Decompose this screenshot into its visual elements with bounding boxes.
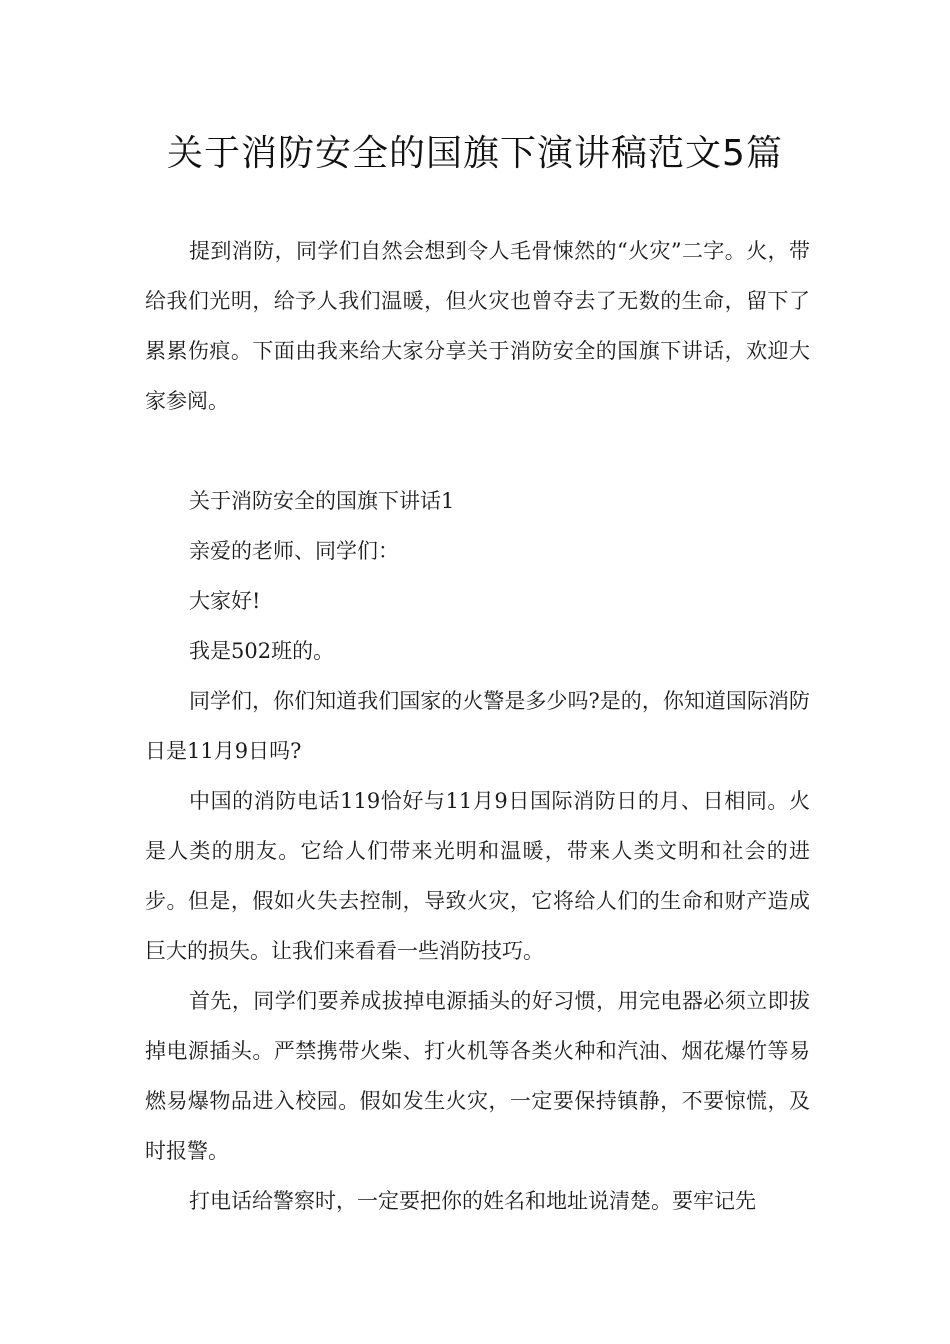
speech-heading: 关于消防安全的国旗下讲话1 (189, 489, 455, 513)
intro-section (145, 226, 810, 426)
speech-greeting: 大家好! (189, 589, 261, 613)
speech-self-intro: 我是502班的。 (189, 639, 335, 663)
document-title: 关于消防安全的国旗下演讲稿范文5篇 (167, 133, 783, 174)
speech-salutation: 亲爱的老师、同学们： (189, 539, 399, 563)
speech-paragraph: 打电话给警察时，一定要把你的姓名和地址说清楚。要牢记先 (189, 1189, 756, 1213)
speech-paragraph: 中国的消防电话119恰好与11月9日国际消防日的月、日相同。火是人类的朋友。它给人们带来光明和温暖，带来人类文明和社会的进步。但是，假如火失去控制，导致火灾，它将给人们的生命和财产造成巨大的损失。让我们来看看一些消防技巧。 (145, 789, 810, 963)
speech-paragraph: 首先，同学们要养成拔掉电源插头的好习惯，用完电器必须立即拔掉电源插头。严禁携带火柴、打火机等各类火种和汽油、烟花爆竹等易燃易爆物品进入校园。假如发生火灾，一定要保持镇静，不要惊慌，及时报警。 (145, 989, 810, 1163)
speech-paragraph: 同学们，你们知道我们国家的火警是多少吗?是的，你知道国际消防日是11月9日吗? (145, 689, 810, 763)
intro-paragraph: 提到消防，同学们自然会想到令人毛骨悚然的“火灾”二字。火，带给我们光明，给予人我们温暖，但火灾也曾夺去了无数的生命，留下了累累伤痕。下面由我来给大家分享关于消防安全的国旗下讲话，欢迎大家参阅。 (145, 239, 810, 413)
speech-section (145, 476, 810, 1226)
